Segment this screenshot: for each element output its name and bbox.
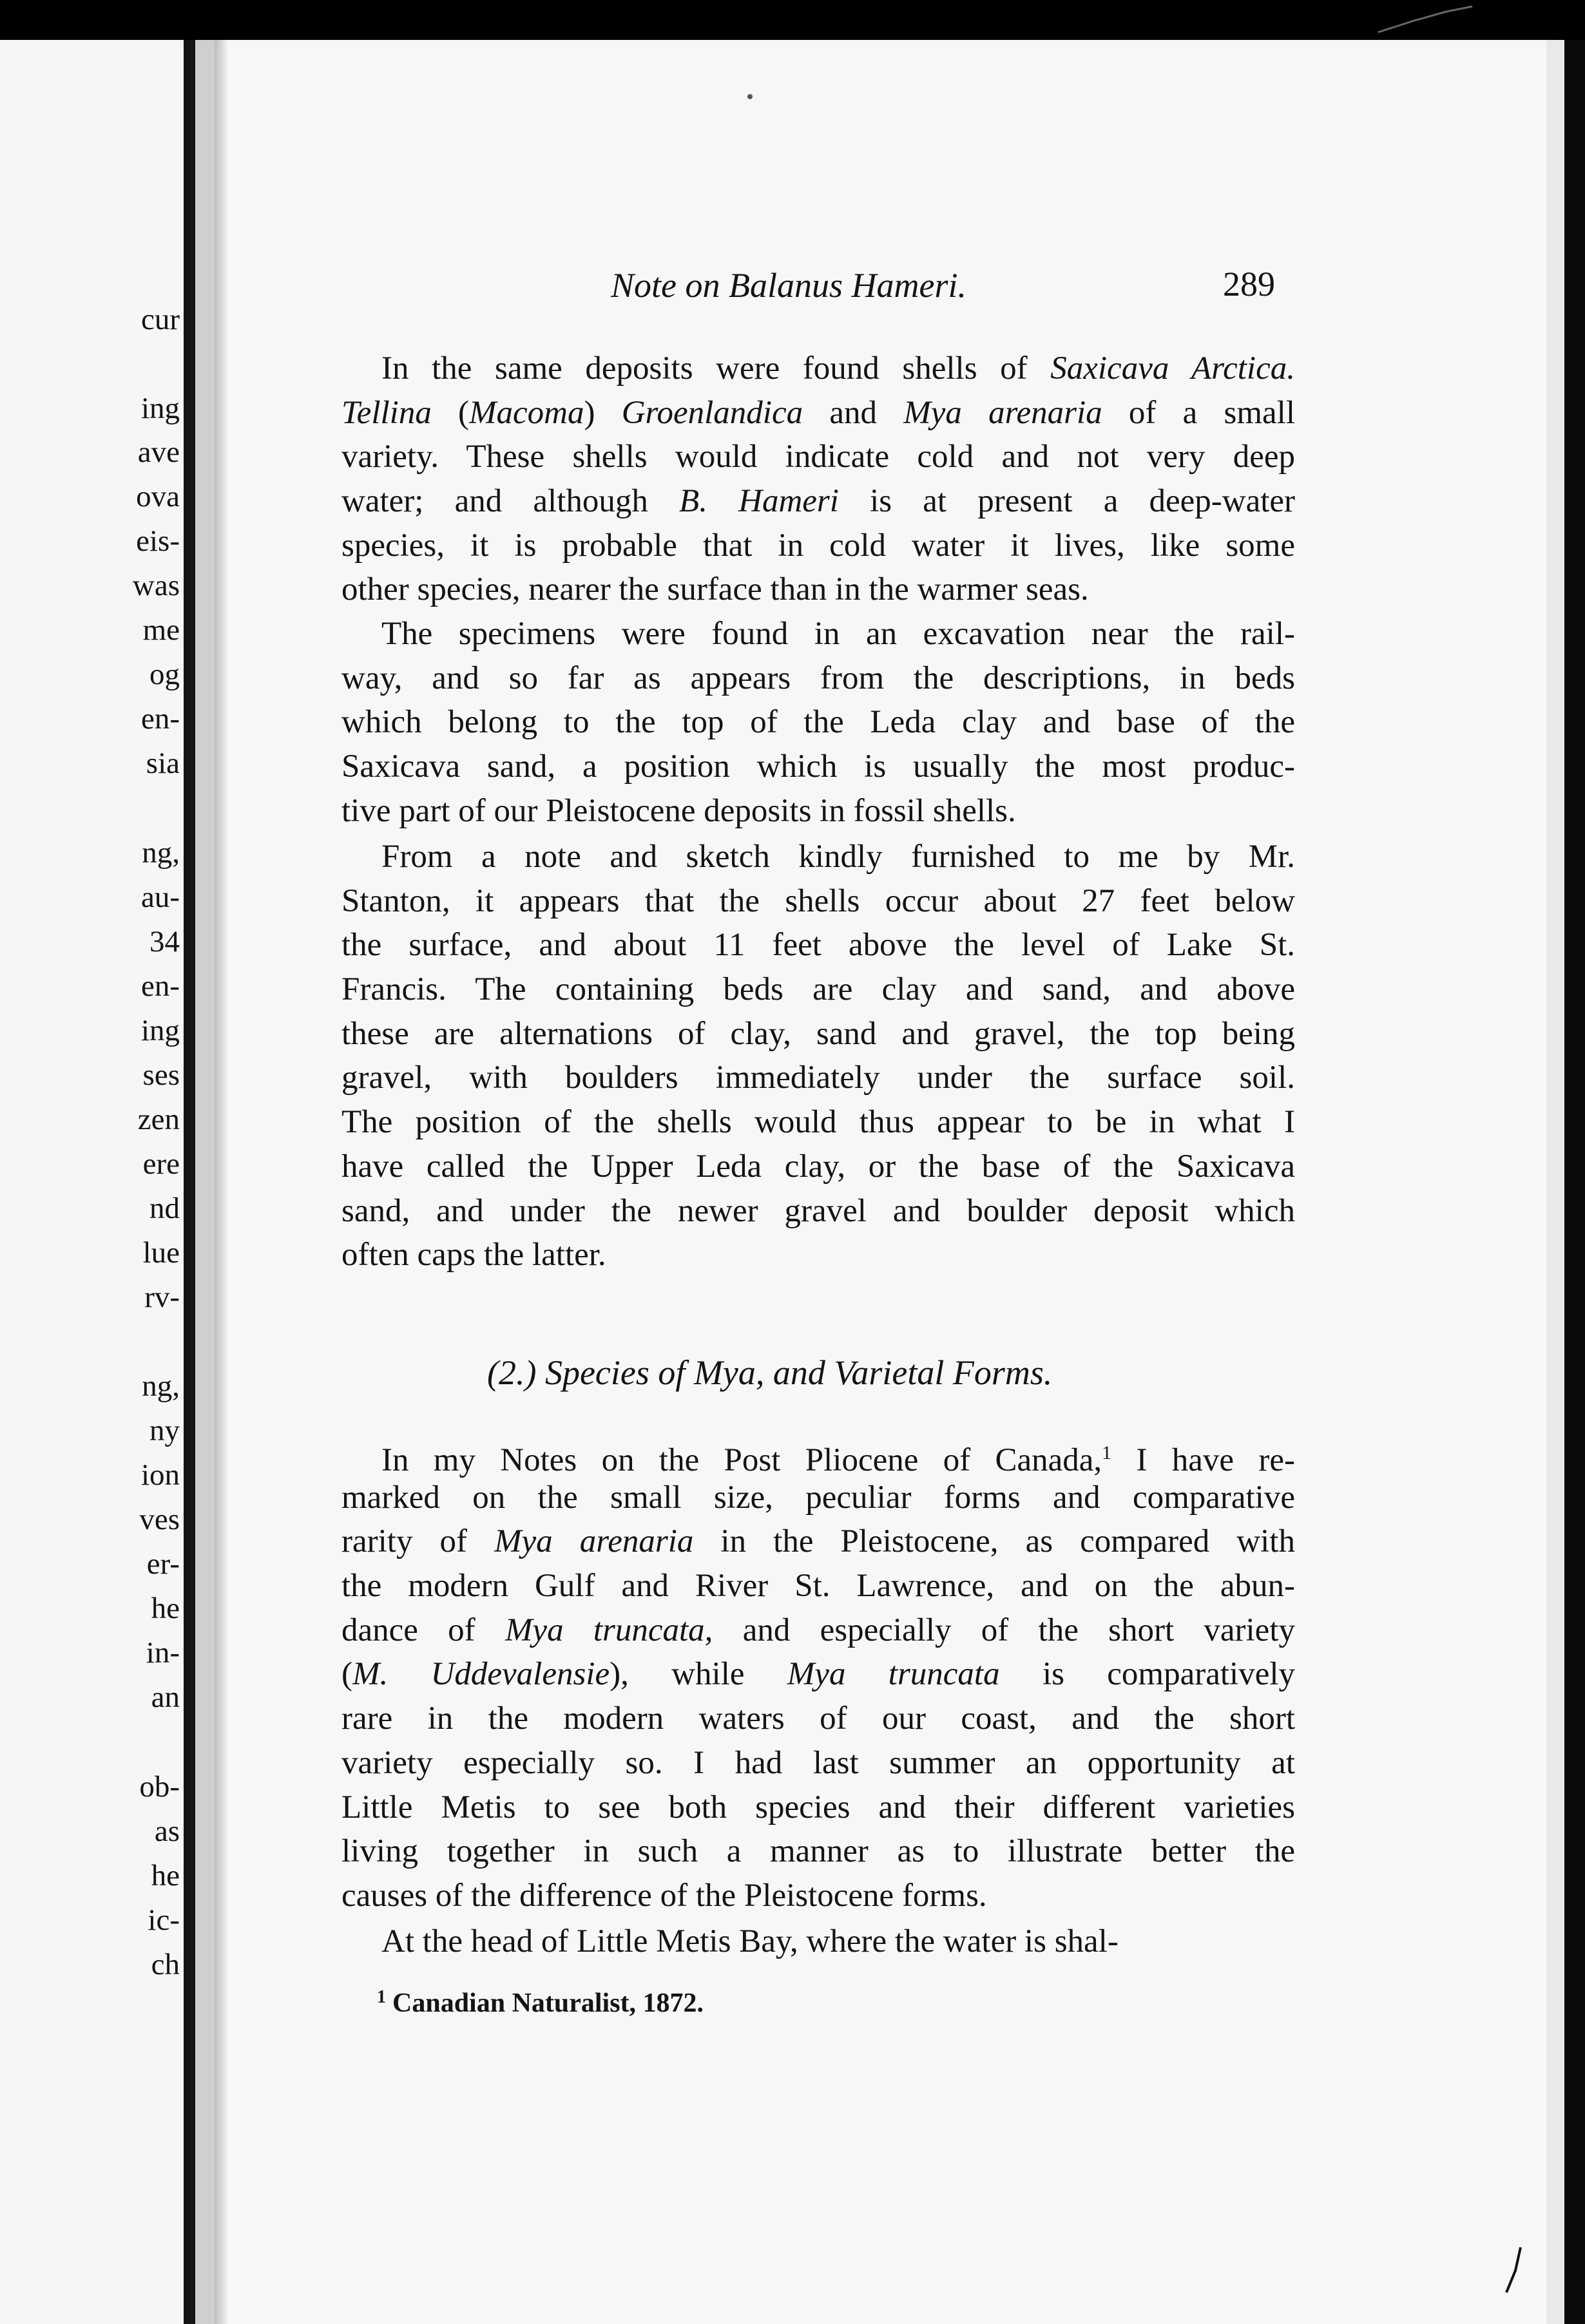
left-page-text-fragment: he [151,1592,180,1625]
book-gutter [184,40,195,2324]
book-gutter-edge [195,40,215,2324]
text-line: The specimens were found in an excavation near the rail- [381,616,1295,652]
text-line: often caps the latter. [341,1237,606,1273]
text-line: marked on the small size, peculiar forms and comparative [341,1479,1295,1516]
page-right-edge [1546,40,1564,2324]
left-page-text-fragment: eis- [136,524,180,558]
text-line: tive part of our Pleistocene deposits in fossil shells. [341,792,1016,829]
text-line: In the same deposits were found shells of Saxicava Arctica. [381,350,1295,386]
text-line: way, and so far as appears from the descriptions, in beds [341,660,1295,696]
left-page-text-fragment: ng, [142,1369,180,1403]
text-line: dance of Mya truncata, and especially of the short variety [341,1612,1295,1648]
left-page-text-fragment: ave [137,435,180,469]
text-line: Little Metis to see both species and their different varieties [341,1789,1295,1825]
text-line: the surface, and about 11 feet above the level of Lake St. [341,927,1295,964]
left-page-text-fragment: rv- [144,1281,180,1314]
left-page-text-fragment: ere [142,1147,180,1181]
paragraph [341,1919,1295,1964]
left-page-text-fragment: sia [146,747,180,780]
footnote [377,1987,704,2019]
left-page-text-fragment: ch [151,1948,180,1981]
text-line: variety. These shells would indicate cold and not very deep [341,439,1295,475]
left-page-text-fragment: ng, [142,836,180,870]
section-heading: (2.) Species of Mya, and Varietal Forms. [487,1353,1053,1392]
text-line: species, it is probable that in cold water it lives, like some [341,527,1295,564]
left-facing-page [0,40,184,2324]
left-page-text-fragment: cur [140,303,180,336]
text-line: other species, nearer the surface than in the warmer seas. [341,571,1089,608]
footnote-marker: 1 [377,1987,386,2007]
left-page-text-fragment: ob- [139,1770,180,1804]
left-page-text-fragment: ses [142,1058,180,1092]
left-page-text-fragment: ny [149,1414,180,1447]
left-page-text-fragment: me [142,613,180,647]
text-line: Saxicava sand, a position which is usually the most produc- [341,748,1295,785]
left-page-text-fragment: en- [140,702,180,736]
left-page-text-fragment: nd [149,1192,180,1225]
text-line: (M. Uddevalensie), while Mya truncata is comparatively [341,1656,1295,1693]
text-line: From a note and sketch kindly furnished to me by Mr. [381,839,1295,875]
left-page-text-fragment: er- [146,1547,180,1581]
text-line: sand, and under the newer gravel and boulder deposit which [341,1192,1295,1229]
left-page-text-fragment: zen [137,1103,180,1136]
text-line: living together in such a manner as to illustrate better the [341,1833,1295,1870]
ink-speck [747,94,753,99]
scan-scratch-mark [1376,5,1479,37]
left-page-text-fragment: ova [136,480,180,513]
left-page-text-fragment: in- [146,1636,180,1670]
paragraph [341,612,1295,833]
text-line: Stanton, it appears that the shells occur about 27 feet below [341,882,1295,919]
paragraph [341,835,1295,1277]
left-page-text-fragment: en- [140,969,180,1003]
left-page-text-fragment: 34 [149,925,180,958]
paragraph [341,1431,1295,1918]
text-line: At the head of Little Metis Bay, where the water is shal- [381,1923,1119,1959]
left-page-text-fragment: he [151,1859,180,1892]
left-page-text-fragment: as [154,1814,180,1848]
text-line: gravel, with boulders immediately under the surface soil. [341,1060,1295,1096]
text-line: have called the Upper Leda clay, or the base of the Saxicava [341,1148,1295,1185]
left-page-text-fragment: ves [139,1503,180,1536]
footnote-text: Canadian Naturalist, 1872. [392,1988,704,2018]
text-line: water; and although B. Hameri is at present a deep-water [341,483,1296,520]
paragraph [341,347,1295,612]
gutter-shadow [215,40,227,2324]
text-line: which belong to the top of the Leda clay and base of the [341,704,1295,741]
running-header-title: Note on Balanus Hameri. [611,266,966,305]
text-line: Tellina (Macoma) Groenlandica and Mya arenaria of a small [341,394,1296,431]
text-line: Francis. The containing beds are clay and sand, and above [341,971,1295,1008]
text-line: rarity of Mya arenaria in the Pleistocene, as compared with [341,1523,1295,1560]
left-page-text-fragment: was [132,569,180,602]
scan-top-border [0,0,1585,40]
left-page-text-fragment: au- [140,881,180,914]
text-line: In my Notes on the Post Pliocene of Canada,$^1$ I have re- [381,1442,1295,1478]
text-line: The position of the shells would thus appear to be in what I [341,1104,1295,1141]
text-line: causes of the difference of the Pleistocene forms. [341,1877,987,1914]
text-line: rare in the modern waters of our coast, and the short [341,1700,1295,1737]
left-page-text-fragment: ing [140,1014,180,1047]
scan-scratch-mark [1501,2245,1527,2296]
left-page-text-fragment: an [151,1681,180,1714]
left-page-text-fragment: og [149,658,180,691]
left-page-text-fragment: lue [142,1236,180,1270]
text-line: the modern Gulf and River St. Lawrence, and on the abun- [341,1568,1295,1605]
left-page-text-fragment: ic- [148,1903,180,1937]
left-page-text-fragment: ing [140,392,180,425]
page-number: 289 [1223,265,1275,303]
text-line: variety especially so. I had last summer an opportunity at [341,1744,1295,1781]
left-page-text-fragment: ion [140,1458,180,1492]
text-line: these are alternations of clay, sand and gravel, the top being [341,1015,1295,1052]
